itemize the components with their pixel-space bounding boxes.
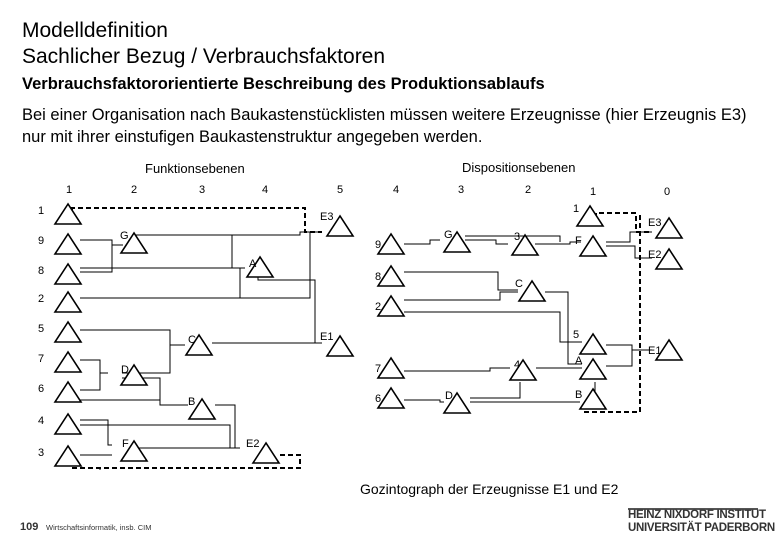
node-label-a: A <box>249 258 257 270</box>
node-triangle-5 <box>55 322 81 342</box>
node-label-8: 8 <box>375 271 382 283</box>
node-triangle-2 <box>55 292 81 312</box>
node-triangle-a <box>580 359 606 379</box>
node-triangle-b <box>580 389 606 409</box>
node-triangle-9 <box>55 234 81 254</box>
node-label-c: C <box>515 278 523 290</box>
node-label-a: A <box>575 355 583 367</box>
node-label-5: 5 <box>38 323 45 335</box>
node-triangle-8 <box>55 264 81 284</box>
footer-course: Wirtschaftsinformatik, insb. CIM <box>46 523 152 532</box>
node-label-g: G <box>444 229 453 241</box>
right-level-label: 0 <box>664 186 671 198</box>
node-triangle-5 <box>580 334 606 354</box>
node-label-e2: E2 <box>648 249 662 261</box>
node-label-7: 7 <box>375 363 382 375</box>
left-level-label: 2 <box>131 184 138 196</box>
node-triangle-7 <box>378 358 404 378</box>
node-label-3: 3 <box>38 447 45 459</box>
left-nodes <box>38 204 353 466</box>
node-triangle-4 <box>55 414 81 434</box>
node-label-2: 2 <box>375 301 382 313</box>
body-text: Bei einer Organisation nach Baukastenstücklisten müssen weitere Erzeugnisse (hier Erzeugnis E3) nur mit ihrer einstufigen Baukastenstruktur angegeben werden. <box>22 106 747 146</box>
node-triangle-f <box>580 236 606 256</box>
node-triangle-2 <box>378 296 404 316</box>
right-heading: Dispositionsebenen <box>462 160 576 175</box>
node-triangle-6 <box>55 382 81 402</box>
node-label-b: B <box>575 389 583 401</box>
node-label-9: 9 <box>375 239 382 251</box>
right-level-label: 3 <box>458 184 465 196</box>
right-level-label: 2 <box>525 184 532 196</box>
right-nodes <box>375 203 682 413</box>
node-triangle-3 <box>55 446 81 466</box>
node-triangle-8 <box>378 266 404 286</box>
left-level-label: 3 <box>199 184 206 196</box>
node-label-5: 5 <box>573 329 580 341</box>
left-level-label: 5 <box>337 184 344 196</box>
node-label-2: 2 <box>38 293 45 305</box>
node-label-1: 1 <box>38 205 45 217</box>
node-label-f: F <box>122 438 129 450</box>
left-level-label: 4 <box>262 184 269 196</box>
node-label-4: 4 <box>514 359 521 371</box>
slide-subtitle: Verbrauchsfaktororientierte Beschreibung des Produktionsablaufs <box>22 75 545 93</box>
node-label-6: 6 <box>375 393 382 405</box>
left-level-label: 1 <box>66 184 73 196</box>
node-label-c: C <box>188 334 196 346</box>
node-label-3: 3 <box>514 231 521 243</box>
node-triangle-7 <box>55 352 81 372</box>
node-label-e3: E3 <box>320 211 334 223</box>
node-triangle-1 <box>55 204 81 224</box>
institute-logo-line1: HEINZ NIXDORF INSTITUT <box>628 509 766 521</box>
node-label-f: F <box>575 235 582 247</box>
slide-title-line1: Modelldefinition <box>22 19 168 42</box>
node-label-b: B <box>188 396 196 408</box>
node-label-6: 6 <box>38 383 45 395</box>
node-label-9: 9 <box>38 235 45 247</box>
left-heading: Funktionsebenen <box>145 161 245 176</box>
node-label-e2: E2 <box>246 438 260 450</box>
node-label-e3: E3 <box>648 217 662 229</box>
diagram-caption: Gozintograph der Erzeugnisse E1 und E2 <box>360 481 619 497</box>
node-label-e1: E1 <box>320 331 334 343</box>
node-triangle-1 <box>577 206 603 226</box>
node-triangle-6 <box>378 388 404 408</box>
node-label-8: 8 <box>38 265 45 277</box>
node-label-g: G <box>120 230 129 242</box>
node-label-d: D <box>445 390 453 402</box>
right-level-label: 1 <box>590 186 597 198</box>
node-triangle-9 <box>378 234 404 254</box>
institute-logo-line2: UNIVERSITÄT PADERBORN <box>628 522 775 534</box>
node-label-d: D <box>121 364 129 376</box>
page-number: 109 <box>20 521 39 533</box>
node-label-e1: E1 <box>648 345 662 357</box>
node-label-1: 1 <box>573 203 580 215</box>
node-label-7: 7 <box>38 353 45 365</box>
right-level-label: 4 <box>393 184 400 196</box>
node-label-4: 4 <box>38 415 45 427</box>
slide-title-line2: Sachlicher Bezug / Verbrauchsfaktoren <box>22 45 386 68</box>
